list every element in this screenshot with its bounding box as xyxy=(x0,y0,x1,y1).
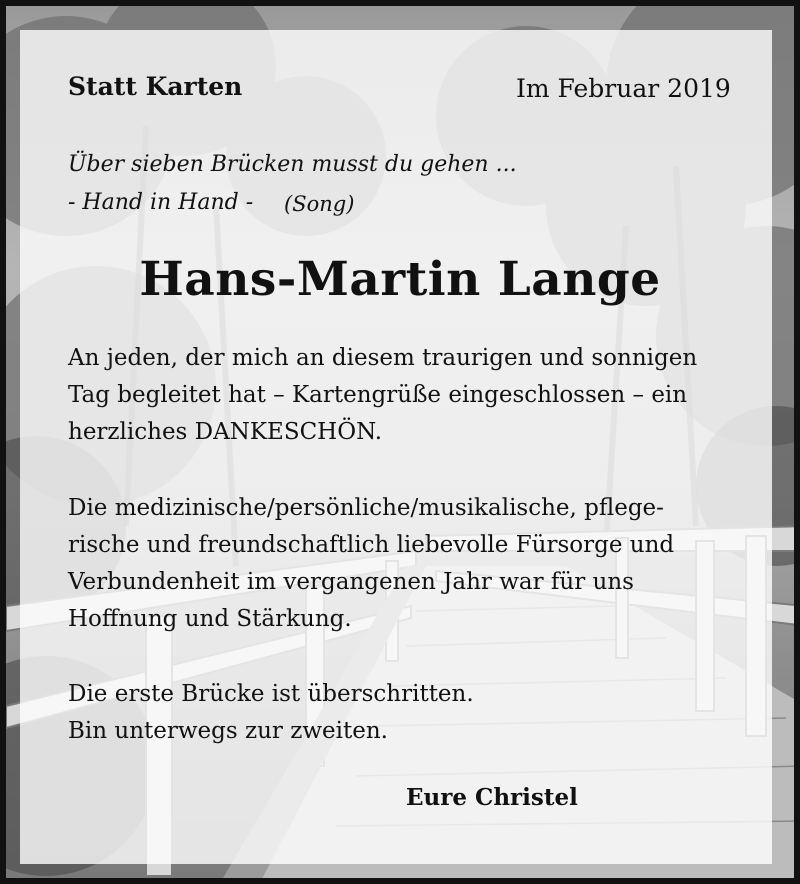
paragraph-line: An jeden, der mich an diesem traurigen und sonnigen xyxy=(68,345,698,371)
quote-line-2: - Hand in Hand - xyxy=(68,190,254,215)
paragraph-line: herzliches DANKESCHÖN. xyxy=(68,419,383,445)
paragraph-line: Tag begleitet hat – Kartengrüße eingeschlossen – ein xyxy=(68,382,688,408)
paragraph-line: rische und freundschaftlich liebevolle Fürsorge und xyxy=(68,532,675,558)
paragraph-bridge xyxy=(68,676,474,750)
signature: Eure Christel xyxy=(406,784,578,811)
paragraph-care xyxy=(68,490,674,638)
quote-line-1: Über sieben Brücken musst du gehen ... xyxy=(68,152,517,177)
header-date: Im Februar 2019 xyxy=(516,74,731,103)
quote-attribution: (Song) xyxy=(284,192,355,216)
paragraph-line: Bin unterwegs zur zweiten. xyxy=(68,718,388,744)
paragraph-line: Hoffnung und Stärkung. xyxy=(68,606,352,632)
paragraph-line: Verbundenheit im vergangenen Jahr war für uns xyxy=(68,569,634,595)
deceased-name: Hans-Martin Lange xyxy=(139,252,661,307)
paragraph-line: Die erste Brücke ist überschritten. xyxy=(68,681,474,707)
paragraph-thanks xyxy=(68,340,697,451)
paragraph-line: Die medizinische/persönliche/musikalische, pflege- xyxy=(68,495,664,521)
header-statt-karten: Statt Karten xyxy=(68,72,243,101)
